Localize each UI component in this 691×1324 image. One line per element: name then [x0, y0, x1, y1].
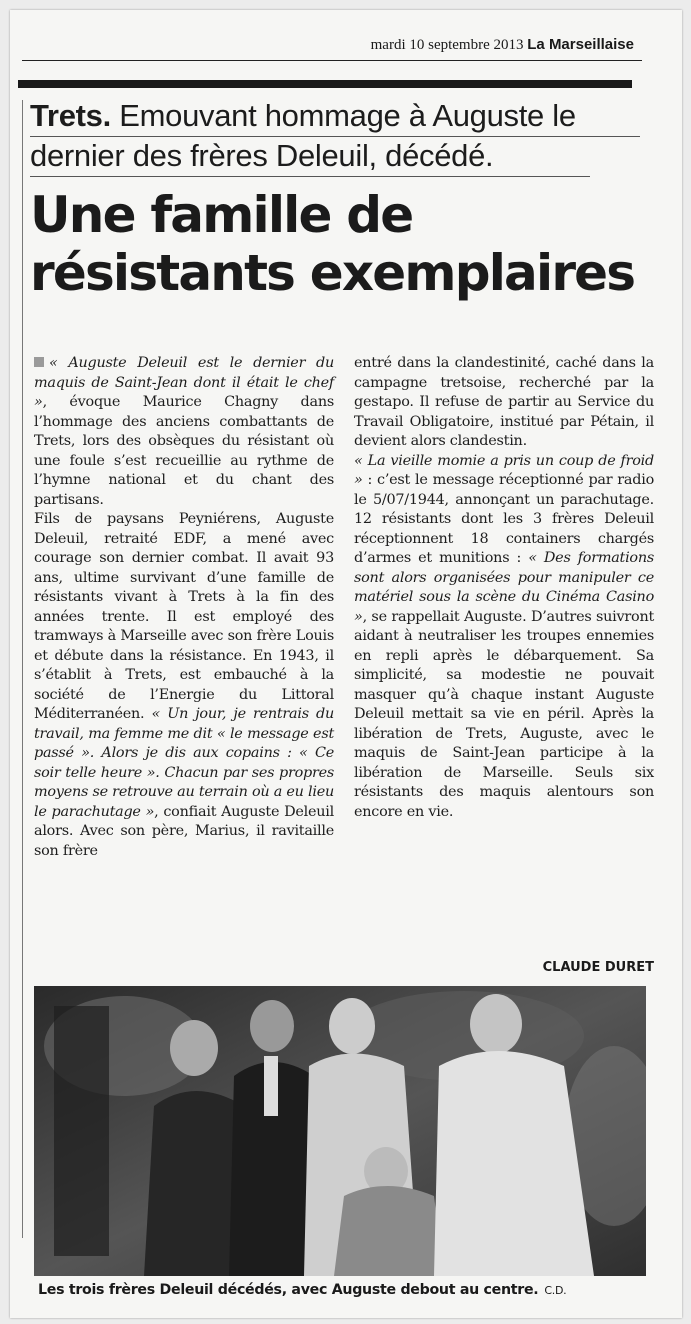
quote: « Auguste Deleuil est le dernier du maquis de Saint-Jean dont il était le chef »	[34, 355, 334, 410]
headline: Une famille de résistants exemplaires	[30, 186, 635, 302]
kicker-place: Trets.	[30, 98, 111, 133]
kicker-underline-2	[30, 176, 590, 177]
masthead-rule	[22, 60, 642, 61]
photo	[34, 986, 646, 1276]
paragraph	[34, 354, 334, 510]
paragraph-marker-icon	[34, 357, 44, 367]
photo-credit: C.D.	[544, 1284, 567, 1297]
paragraph-text: : c’est le message réceptionné par radio le 5/07/1944, annonçant un parachutage. 12 résistants dont les 3 frères Deleuil réceptionnent 18 containers chargés d’armes et munitions :	[354, 472, 654, 566]
paragraph	[354, 354, 654, 452]
article-column-2	[354, 354, 654, 822]
paragraph-text: , se rappellait Auguste. D’autres suivront aidant à neutraliser les troupes ennemies en repli après le débarquement. Sa simplicité, sa modestie ne pouvait masquer qu’à chaque instant Auguste Deleuil mettait sa vie en péril. Après la libération de Trets, Auguste, avec le maquis de Saint-Jean participe à la libération de Marseille. Seuls six résistants des maquis alentours son encore en vie.	[354, 608, 654, 820]
issue-date: mardi 10 septembre 2013	[370, 37, 524, 53]
photo-caption	[38, 1282, 648, 1298]
byline: CLAUDE DURET	[542, 960, 654, 975]
paragraph-text: , confiait Auguste Deleuil alors. Avec son père, Marius, il ravitaille son frère	[34, 803, 334, 859]
section-bar	[18, 80, 632, 88]
caption-text: Les trois frères Deleuil décédés, avec Auguste debout au centre.	[38, 1282, 539, 1298]
paragraph	[354, 452, 654, 823]
paragraph-text: Fils de paysans Peyniérens, Auguste Deleuil, retraité EDF, a mené avec courage son dernier combat. Il avait 93 ans, ultime survivant d’une famille de résistants vivant à Trets à la fin des années trente. Il est employé des tramways à Marseille avec son frère Louis et débute dans la résistance. En 1943, il s’établit à Trets, est embauché à la société de l’Energie du Littoral Méditerranéen.	[34, 511, 334, 722]
article-column-1	[34, 354, 334, 861]
paragraph-text: , évoque Maurice Chagny dans l’hommage des anciens combattants de Trets, lors des obsèques du résistant où une foule s’est recueillie au rythme de l’hymne national et du chant des partisans.	[34, 394, 334, 508]
quote: « Un jour, je rentrais du travail, ma femme me dit « le message est passé ». Alors je dis aux copains : « Ce soir telle heure ». Chacun par ses propres moyens se retrouve au terrain où a eu lieu le parachutage »	[34, 706, 334, 820]
paragraph	[34, 510, 334, 861]
kicker-text: Emouvant hommage à Auguste le dernier des frères Deleuil, décédé.	[30, 98, 576, 173]
quote: « La vieille momie a pris un coup de froid »	[354, 452, 654, 488]
paragraph-text: entré dans la clandestinité, caché dans la campagne tretsoise, recherché par la gestapo. Il refuse de partir au Service du Travail Obligatoire, institué par Pétain, il devient alors clandestin.	[354, 355, 654, 449]
kicker-underline	[30, 136, 640, 137]
photo-image	[34, 986, 646, 1276]
column-rule	[22, 100, 23, 1238]
newspaper-name: La Marseillaise	[527, 36, 634, 53]
masthead	[371, 36, 634, 54]
quote: « Des formations sont alors organisées pour manipuler ce matériel sous la scène du Cinéma Casino »	[354, 550, 654, 625]
